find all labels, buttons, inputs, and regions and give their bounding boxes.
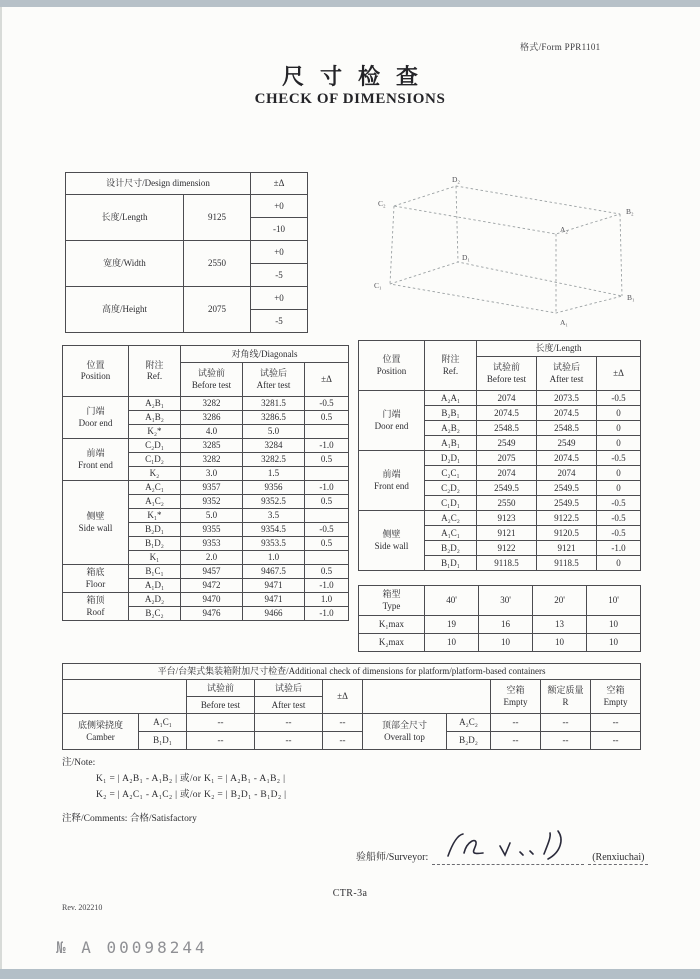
table-row: [63, 565, 349, 579]
corner-label-a2: A₂: [560, 225, 569, 234]
delta-cell: -1.0: [305, 481, 349, 495]
position-group-cell: 侧壁 Side wall: [359, 511, 425, 571]
after-test-cell: 9353.5: [243, 537, 305, 551]
surveyor-label: 验船师/Surveyor:: [356, 852, 429, 863]
rated-cell: --: [541, 732, 591, 750]
before-test-cell: 2075: [477, 451, 537, 466]
after-test-cell: 5.0: [243, 425, 305, 439]
delta-cell: -0.5: [597, 496, 641, 511]
after-test-cell: 9471: [243, 579, 305, 593]
delta-cell: -1.0: [597, 541, 641, 556]
delta-cell: 0: [597, 421, 641, 436]
size-10: 10': [587, 586, 641, 616]
design-delta-header: ±Δ: [251, 173, 308, 195]
before-test-cell: 9353: [181, 537, 243, 551]
size-20: 20': [533, 586, 587, 616]
table-row: [359, 451, 641, 466]
delta-cell: -0.5: [597, 526, 641, 541]
ref-cell: C₂C₁: [425, 466, 477, 481]
after-test-cell: 1.5: [243, 467, 305, 481]
table-row: [359, 511, 641, 526]
serial-number-stamp: № A 00098244: [56, 938, 208, 957]
size-30: 30': [479, 586, 533, 616]
page-title-en: CHECK OF DIMENSIONS: [254, 91, 446, 107]
ref-cell: K₂: [129, 467, 181, 481]
delta-cell: 0: [597, 466, 641, 481]
camber-label: 底侧梁挠度 Camber: [63, 714, 139, 750]
before-cell: --: [187, 732, 255, 750]
after-test-cell: 9466: [243, 607, 305, 621]
before-test-cell: 3282: [181, 397, 243, 411]
ref-cell: C₂D₁: [129, 439, 181, 453]
before-test-header-en: Before test: [187, 697, 255, 714]
height-value: 2075: [184, 287, 251, 333]
after-test-cell: 9121: [537, 541, 597, 556]
blank-header-right: [363, 680, 491, 714]
ref-cell: B₁D₁: [425, 556, 477, 571]
position-header: 位置 Position: [359, 341, 425, 391]
before-test-cell: 9357: [181, 481, 243, 495]
after-test-cell: 2549.5: [537, 496, 597, 511]
note-label: 注/Note:: [62, 758, 96, 768]
diagonals-table: [62, 345, 349, 621]
empty-cell-2: --: [591, 714, 641, 732]
before-test-cell: 2074: [477, 466, 537, 481]
signature-line: [432, 852, 584, 865]
ref-cell: A₂C₂: [447, 714, 491, 732]
delta-cell: --: [323, 732, 363, 750]
additional-table-title: 平台/台架式集装箱附加尺寸检查/Additional check of dimensions for platform/platform-based containers: [63, 664, 641, 680]
position-header: 位置 Position: [63, 346, 129, 397]
position-group-cell: 箱底 Floor: [63, 565, 129, 593]
ref-cell: A₁C₁: [425, 526, 477, 541]
before-test-cell: 2074: [477, 391, 537, 406]
after-cell: --: [255, 732, 323, 750]
after-test-header: 试验后 After test: [537, 357, 597, 391]
k2max-10: 10: [587, 634, 641, 652]
before-test-cell: 9121: [477, 526, 537, 541]
k2max-label: K₂max: [359, 634, 425, 652]
position-group-cell: 侧壁 Side wall: [63, 481, 129, 565]
design-table-header: 设计尺寸/Design dimension: [66, 173, 251, 195]
after-test-cell: 2073.5: [537, 391, 597, 406]
ref-cell: D₂D₁: [425, 451, 477, 466]
ref-cell: B₂D₂: [425, 541, 477, 556]
ref-cell: A₂D₂: [129, 593, 181, 607]
after-test-header-cn: 试验后: [255, 680, 323, 697]
delta-cell: -0.5: [305, 397, 349, 411]
delta-cell: 1.0: [305, 593, 349, 607]
before-test-cell: 9472: [181, 579, 243, 593]
k2max-30: 10: [479, 634, 533, 652]
overall-top-label: 顶部全尺寸 Overall top: [363, 714, 447, 750]
width-value: 2550: [184, 241, 251, 287]
delta-cell: [305, 425, 349, 439]
delta-cell: 0.5: [305, 411, 349, 425]
before-test-cell: 3285: [181, 439, 243, 453]
container-wireframe-diagram: [370, 172, 655, 327]
ref-cell: A₁C₁: [139, 714, 187, 732]
before-test-cell: 2549.5: [477, 481, 537, 496]
delta-cell: 0.5: [305, 565, 349, 579]
after-test-cell: 2074: [537, 466, 597, 481]
table-row: [359, 391, 641, 406]
after-test-cell: 9354.5: [243, 523, 305, 537]
empty-header: 空箱 Empty: [491, 680, 541, 714]
signature: [440, 826, 580, 864]
position-group-cell: 箱顶 Roof: [63, 593, 129, 621]
delta-cell: [305, 551, 349, 565]
page-title-cn: 尺寸检查: [281, 64, 434, 89]
before-test-cell: 5.0: [181, 509, 243, 523]
comments-line: 注释/Comments: 合格/Satisfactory: [62, 814, 197, 824]
empty-header-2: 空箱 Empty: [591, 680, 641, 714]
delta-cell: --: [323, 714, 363, 732]
scan-edge-top: [0, 0, 700, 7]
before-test-cell: 4.0: [181, 425, 243, 439]
height-label: 高度/Height: [66, 287, 184, 333]
delta-cell: [305, 467, 349, 481]
after-test-header: 试验后 After test: [243, 363, 305, 397]
k2max-40: 10: [425, 634, 479, 652]
before-test-cell: 9122: [477, 541, 537, 556]
additional-check-table: [62, 663, 641, 750]
delta-header: ±Δ: [597, 357, 641, 391]
length-span-header: 长度/Length: [477, 341, 641, 357]
corner-label-d1: D₁: [462, 253, 471, 262]
delta-cell: 0: [597, 556, 641, 571]
ref-cell: K₂*: [129, 425, 181, 439]
before-test-header: 试验前 Before test: [477, 357, 537, 391]
ref-cell: C₁D₁: [425, 496, 477, 511]
note-formula-2: K₂ = | A₂C₁ - A₁C₂ | 或/or K₂ = | B₂D₁ - B₁D₂ |: [96, 790, 287, 800]
after-test-cell: 3286.5: [243, 411, 305, 425]
corner-label-c2: C₂: [378, 199, 386, 208]
delta-cell: -0.5: [305, 523, 349, 537]
rated-cell: --: [541, 714, 591, 732]
table-row: [63, 397, 349, 411]
corner-label-b2: B₂: [626, 207, 634, 216]
length-tol-minus: -10: [251, 218, 308, 241]
height-tol-plus: +0: [251, 287, 308, 310]
after-test-cell: 9356: [243, 481, 305, 495]
ref-cell: B₁D₁: [139, 732, 187, 750]
ref-cell: K₁: [129, 551, 181, 565]
length-label: 长度/Length: [66, 195, 184, 241]
position-group-cell: 前端 Front end: [359, 451, 425, 511]
before-test-cell: 2074.5: [477, 406, 537, 421]
after-test-cell: 2549.5: [537, 481, 597, 496]
after-test-cell: 9118.5: [537, 556, 597, 571]
k1max-10: 10: [587, 616, 641, 634]
delta-cell: 0: [597, 481, 641, 496]
length-table: [358, 340, 641, 571]
rated-mass-header: 额定质量 R: [541, 680, 591, 714]
ref-cell: A₁C₂: [129, 495, 181, 509]
ref-cell: A₁B₁: [425, 436, 477, 451]
before-test-cell: 9355: [181, 523, 243, 537]
width-tol-plus: +0: [251, 241, 308, 264]
corner-label-d2: D₂: [452, 175, 461, 184]
width-tol-minus: -5: [251, 264, 308, 287]
k1max-30: 16: [479, 616, 533, 634]
note-formula-1: K₁ = | A₂B₁ - A₁B₂ | 或/or K₁ = | A₂B₁ - A₁B₂ |: [96, 774, 286, 784]
before-test-cell: 2549: [477, 436, 537, 451]
ref-cell: K₁*: [129, 509, 181, 523]
after-test-header-en: After test: [255, 697, 323, 714]
width-label: 宽度/Width: [66, 241, 184, 287]
table-row: [63, 439, 349, 453]
after-test-cell: 2074.5: [537, 406, 597, 421]
ref-cell: A₁D₁: [129, 579, 181, 593]
after-test-cell: 2548.5: [537, 421, 597, 436]
after-test-cell: 9467.5: [243, 565, 305, 579]
before-test-cell: 2.0: [181, 551, 243, 565]
notes-block: [62, 754, 482, 800]
diagonals-table-body: [63, 397, 349, 621]
before-test-cell: 9352: [181, 495, 243, 509]
length-table-body: [359, 391, 641, 571]
ref-cell: B₂B₁: [425, 406, 477, 421]
corner-label-b1: B₁: [627, 293, 635, 302]
position-group-cell: 门端 Door end: [63, 397, 129, 439]
ref-cell: A₂B₁: [129, 397, 181, 411]
type-kmax-table: [358, 585, 641, 652]
ref-cell: B₂D₂: [447, 732, 491, 750]
blank-header-left: [63, 680, 187, 714]
ref-cell: B₂C₂: [129, 607, 181, 621]
after-test-cell: 2549: [537, 436, 597, 451]
after-test-cell: 3281.5: [243, 397, 305, 411]
k1max-40: 19: [425, 616, 479, 634]
before-test-cell: 9470: [181, 593, 243, 607]
type-header: 箱型 Type: [359, 586, 425, 616]
scan-edge-left: [0, 7, 2, 969]
after-cell: --: [255, 714, 323, 732]
ref-header: 附注 Ref.: [425, 341, 477, 391]
ref-cell: B₂D₁: [129, 523, 181, 537]
before-test-cell: 9123: [477, 511, 537, 526]
length-tol-plus: +0: [251, 195, 308, 218]
after-test-cell: 9120.5: [537, 526, 597, 541]
empty-cell: --: [491, 732, 541, 750]
height-tol-minus: -5: [251, 310, 308, 333]
ref-cell: A₂C₁: [129, 481, 181, 495]
table-row: [63, 593, 349, 607]
before-test-header: 试验前 Before test: [181, 363, 243, 397]
revision: Rev. 202210: [62, 903, 103, 912]
delta-cell: 0.5: [305, 537, 349, 551]
ref-cell: A₁B₂: [129, 411, 181, 425]
after-test-cell: 9352.5: [243, 495, 305, 509]
empty-cell: --: [491, 714, 541, 732]
ref-cell: B₁C₁: [129, 565, 181, 579]
surveyor-block: [356, 848, 676, 865]
corner-label-a1: A₁: [560, 318, 569, 327]
ref-cell: A₂A₁: [425, 391, 477, 406]
before-test-cell: 3282: [181, 453, 243, 467]
position-group-cell: 前端 Front end: [63, 439, 129, 481]
delta-cell: -1.0: [305, 439, 349, 453]
diagonals-span-header: 对角线/Diagonals: [181, 346, 349, 363]
ref-cell: A₂C₂: [425, 511, 477, 526]
delta-cell: 0.5: [305, 495, 349, 509]
before-test-cell: 9476: [181, 607, 243, 621]
after-test-cell: 9122.5: [537, 511, 597, 526]
before-test-cell: 2548.5: [477, 421, 537, 436]
delta-cell: -1.0: [305, 607, 349, 621]
after-test-cell: 3284: [243, 439, 305, 453]
surveyor-name: (Renxiuchai): [588, 852, 648, 865]
ref-cell: A₂B₂: [425, 421, 477, 436]
ref-cell: C₁D₂: [129, 453, 181, 467]
form-number: 格式/Form PPR1101: [520, 42, 601, 52]
before-test-cell: 3.0: [181, 467, 243, 481]
after-test-cell: 2074.5: [537, 451, 597, 466]
table-row: [63, 481, 349, 495]
after-test-cell: 3282.5: [243, 453, 305, 467]
size-40: 40': [425, 586, 479, 616]
length-value: 9125: [184, 195, 251, 241]
delta-cell: 0: [597, 436, 641, 451]
delta-cell: 0: [597, 406, 641, 421]
after-test-cell: 1.0: [243, 551, 305, 565]
k1max-20: 13: [533, 616, 587, 634]
delta-cell: -0.5: [597, 391, 641, 406]
corner-label-c1: C₁: [374, 281, 382, 290]
before-test-cell: 9118.5: [477, 556, 537, 571]
before-test-header-cn: 试验前: [187, 680, 255, 697]
before-test-cell: 2550: [477, 496, 537, 511]
delta-header: ±Δ: [323, 680, 363, 714]
delta-header: ±Δ: [305, 363, 349, 397]
delta-cell: 0.5: [305, 453, 349, 467]
before-test-cell: 9457: [181, 565, 243, 579]
delta-cell: [305, 509, 349, 523]
before-cell: --: [187, 714, 255, 732]
after-test-cell: 3.5: [243, 509, 305, 523]
k2max-20: 10: [533, 634, 587, 652]
delta-cell: -0.5: [597, 451, 641, 466]
doc-code: CTR-3a: [332, 888, 368, 899]
ref-header: 附注 Ref.: [129, 346, 181, 397]
after-test-cell: 9471: [243, 593, 305, 607]
ref-cell: B₁D₂: [129, 537, 181, 551]
k1max-label: K₁max: [359, 616, 425, 634]
ref-cell: C₂D₂: [425, 481, 477, 496]
delta-cell: -0.5: [597, 511, 641, 526]
position-group-cell: 门端 Door end: [359, 391, 425, 451]
empty-cell-2: --: [591, 732, 641, 750]
delta-cell: -1.0: [305, 579, 349, 593]
design-dimension-table: [65, 172, 308, 333]
scan-edge-bottom: [0, 969, 700, 979]
before-test-cell: 3286: [181, 411, 243, 425]
